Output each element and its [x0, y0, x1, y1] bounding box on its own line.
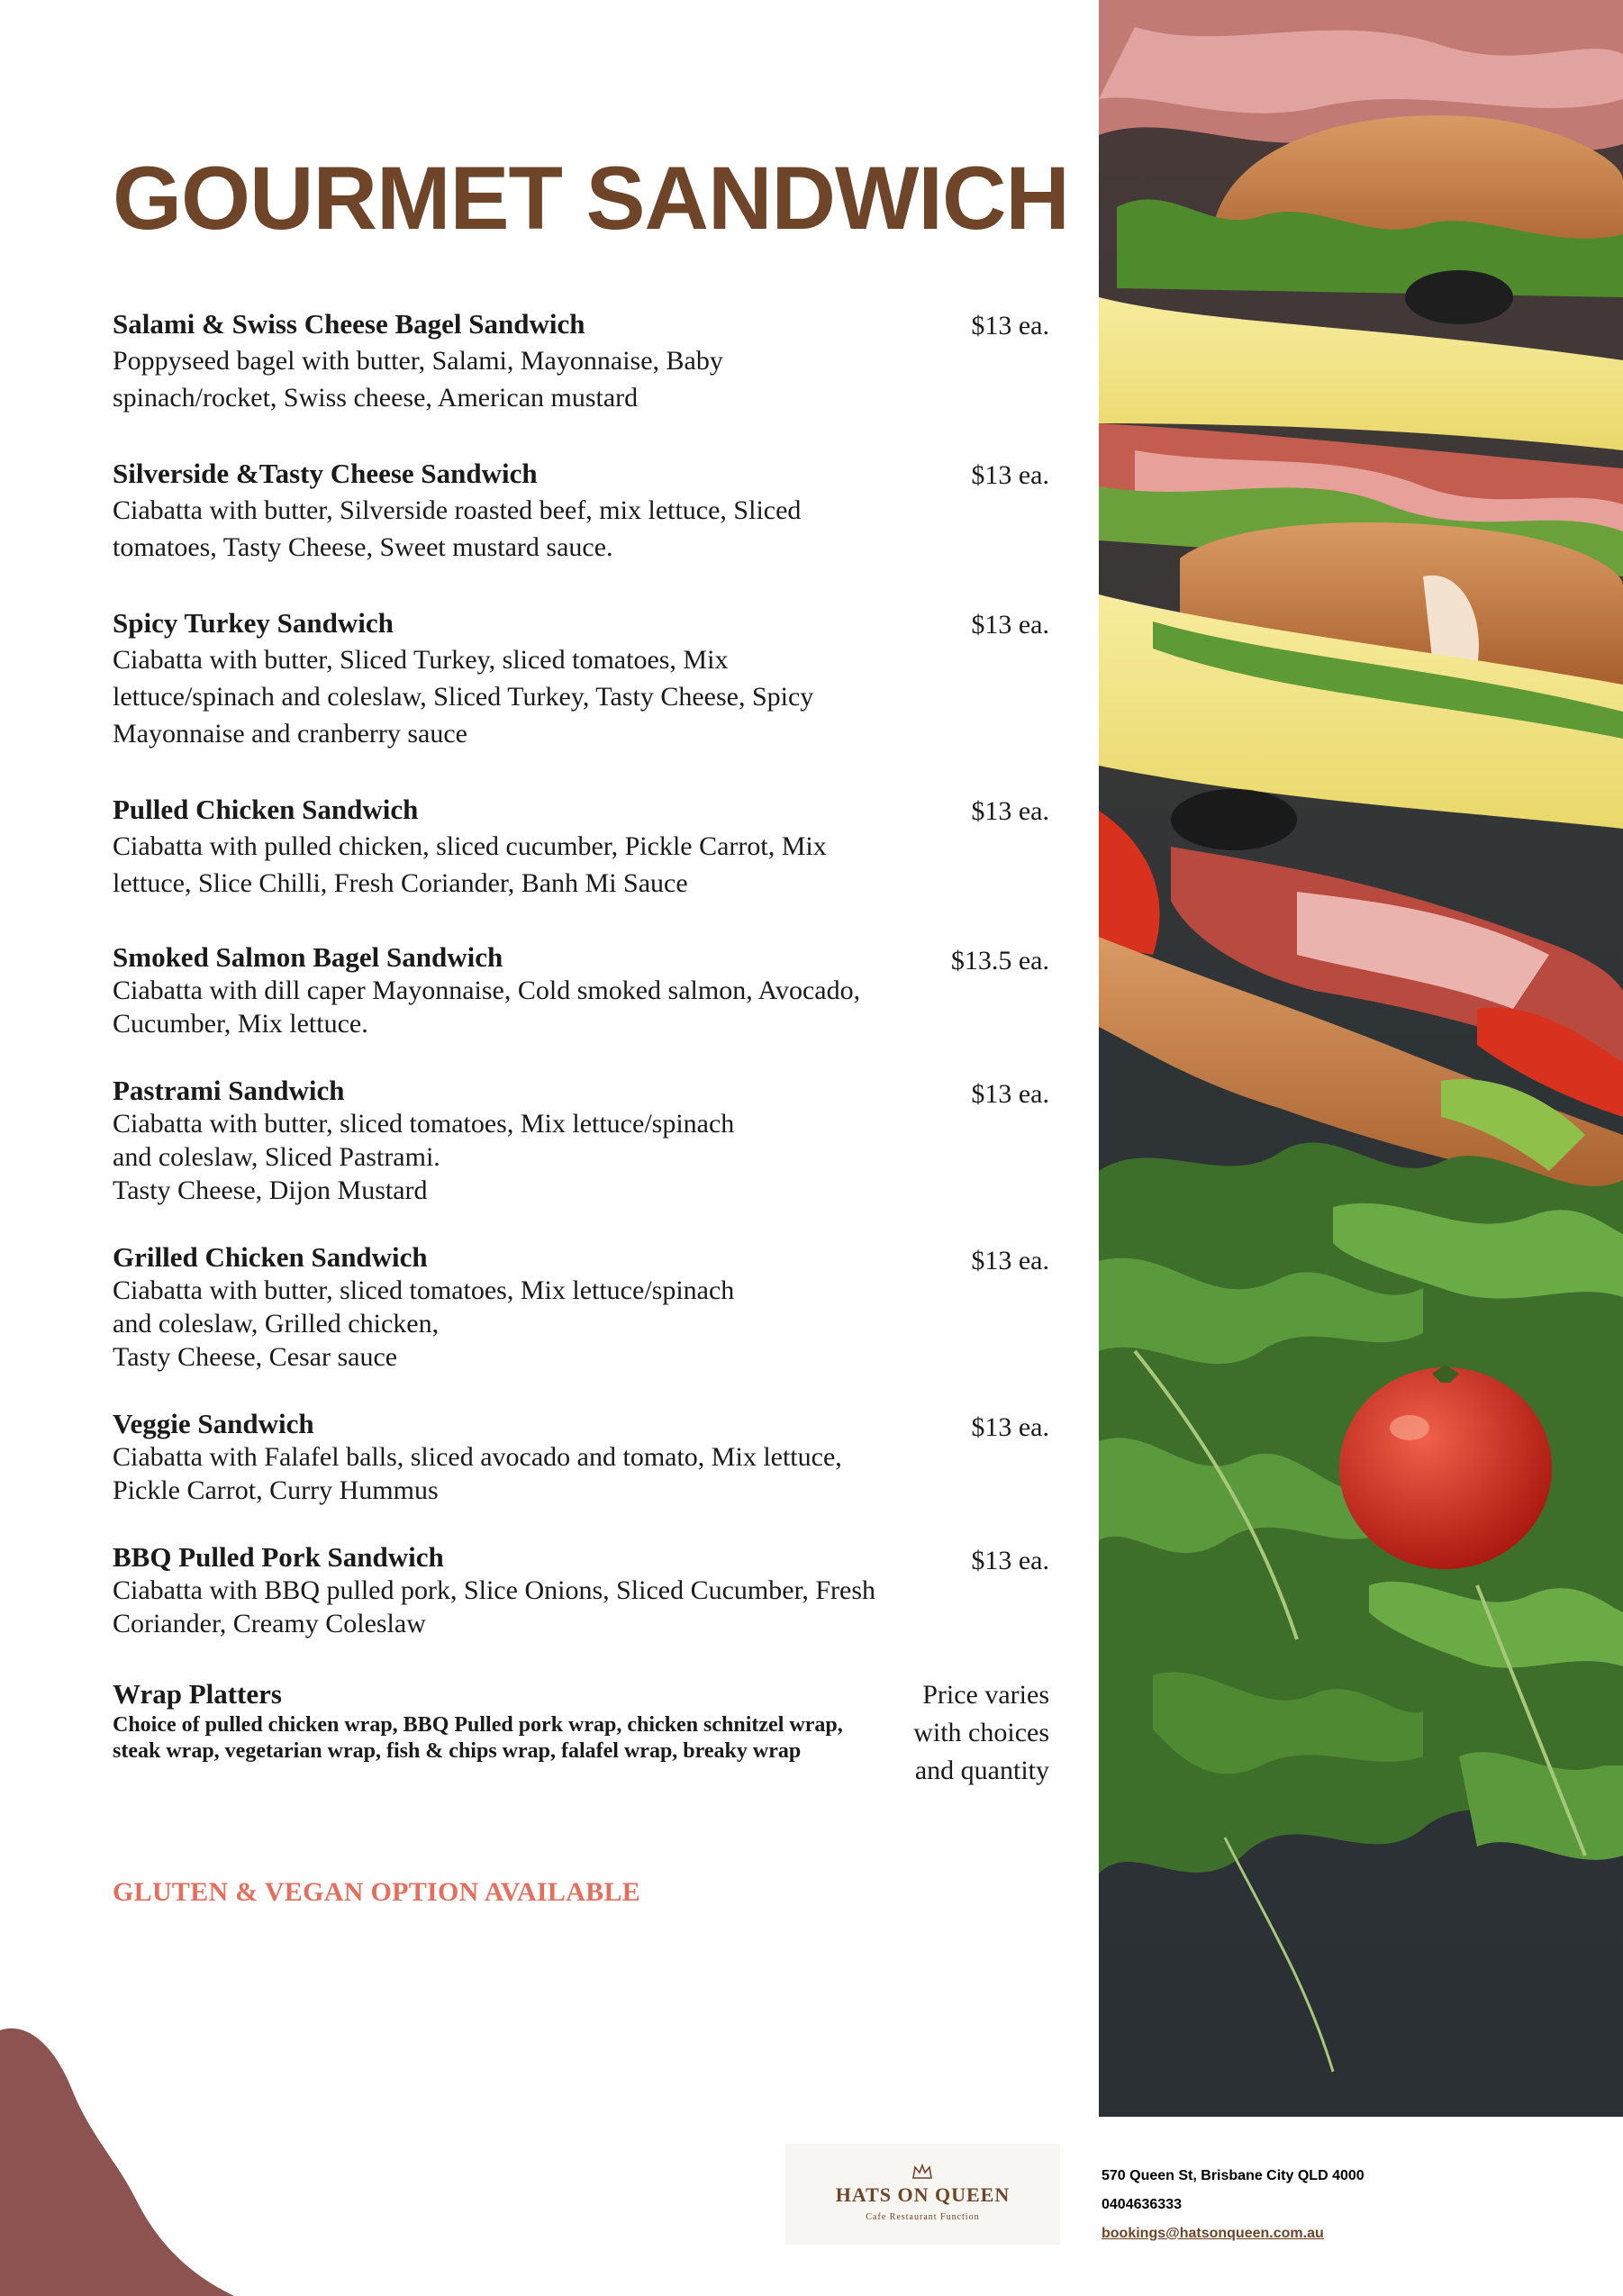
item-name: Pastrami Sandwich: [113, 1075, 345, 1106]
item-description: Poppyseed bagel with butter, Salami, Mayonnaise, Baby spinach/rocket, Swiss cheese, American mustard: [113, 346, 723, 413]
contact-info: [1102, 2167, 1365, 2254]
item-name: Smoked Salmon Bagel Sandwich: [113, 941, 503, 973]
menu-item-bbq-pulled-pork: [113, 1541, 1049, 1640]
item-price: $13 ea.: [971, 460, 1049, 490]
corner-blob-decoration: [0, 2018, 234, 2296]
sandwich-illustration: [1099, 0, 1623, 2117]
item-price: $13.5 ea.: [950, 946, 1049, 976]
item-price: $13 ea.: [971, 311, 1049, 340]
item-price: $13 ea.: [971, 796, 1049, 826]
menu-item-pulled-chicken: [113, 792, 1049, 902]
item-description: Choice of pulled chicken wrap, BBQ Pulled pork wrap, chicken schnitzel wrap, steak wrap, vegetarian wrap, fish & chips wrap, falafel wrap, breaky wrap: [113, 1713, 843, 1763]
menu-item-spicy-turkey: [113, 605, 1049, 752]
item-name: Wrap Platters: [113, 1678, 282, 1710]
item-name: Grilled Chicken Sandwich: [113, 1241, 428, 1273]
item-name: BBQ Pulled Pork Sandwich: [113, 1541, 444, 1573]
item-price: $13 ea.: [971, 1412, 1049, 1442]
item-price: $13 ea.: [971, 610, 1049, 640]
sandwich-photo: [1099, 0, 1623, 2117]
item-description: Ciabatta with pulled chicken, sliced cucumber, Pickle Carrot, Mix lettuce, Slice Chilli, Fresh Coriander, Banh Mi Sauce: [113, 831, 827, 898]
item-name: Salami & Swiss Cheese Bagel Sandwich: [113, 308, 585, 340]
item-price: $13 ea.: [971, 1246, 1049, 1275]
item-description: Ciabatta with dill caper Mayonnaise, Cold smoked salmon, Avocado, Cucumber, Mix lettuce.: [113, 976, 861, 1039]
item-name: Pulled Chicken Sandwich: [113, 794, 419, 825]
logo-tagline: Cafe Restaurant Function: [866, 2212, 980, 2222]
menu-item-pastrami: [113, 1075, 1049, 1207]
item-name: Spicy Turkey Sandwich: [113, 607, 394, 639]
item-name: Veggie Sandwich: [113, 1408, 314, 1439]
menu-list: [113, 306, 1049, 1785]
item-price: Price varies with choices and quantity: [913, 1680, 1049, 1785]
crown-icon: [912, 2164, 932, 2180]
hats-on-queen-logo: [785, 2144, 1060, 2245]
item-description: Ciabatta with butter, sliced tomatoes, Mix lettuce/spinach and coleslaw, Sliced Pastrami. Tasty Cheese, Dijon Mustard: [113, 1109, 735, 1205]
phone: 0404636333: [1102, 2197, 1182, 2212]
item-description: Ciabatta with Falafel balls, sliced avocado and tomato, Mix lettuce, Pickle Carrot, Curry Hummus: [113, 1442, 842, 1505]
item-description: Ciabatta with butter, Silverside roasted beef, mix lettuce, Sliced tomatoes, Tasty Cheese, Sweet mustard sauce.: [113, 495, 802, 562]
item-description: Ciabatta with BBQ pulled pork, Slice Onions, Sliced Cucumber, Fresh Coriander, Creamy Coleslaw: [113, 1575, 876, 1638]
menu-item-grilled-chicken: [113, 1241, 1049, 1374]
page-title: GOURMET SANDWICH: [113, 148, 1069, 248]
address: 570 Queen St, Brisbane City QLD 4000: [1102, 2168, 1365, 2183]
menu-item-veggie: [113, 1408, 1049, 1507]
item-description: Ciabatta with butter, Sliced Turkey, sliced tomatoes, Mix lettuce/spinach and coleslaw, Sliced Turkey, Tasty Cheese, Spicy Mayonnaise and cranberry sauce: [113, 645, 814, 749]
dietary-note: GLUTEN & VEGAN OPTION AVAILABLE: [113, 1877, 641, 1907]
item-name: Silverside &Tasty Cheese Sandwich: [113, 458, 538, 489]
email-link[interactable]: bookings@hatsonqueen.com.au: [1102, 2226, 1324, 2241]
logo-wordmark: HATS ON QUEEN: [835, 2183, 1011, 2206]
item-price: $13 ea.: [971, 1079, 1049, 1109]
menu-item-silverside: [113, 456, 1049, 566]
menu-item-smoked-salmon: [113, 941, 1049, 1040]
menu-item-salami-swiss: [113, 306, 1049, 416]
item-description: Ciabatta with butter, sliced tomatoes, Mix lettuce/spinach and coleslaw, Grilled chicken, Tasty Cheese, Cesar sauce: [113, 1275, 735, 1372]
item-price: $13 ea.: [971, 1546, 1049, 1575]
menu-item-wrap-platters: [113, 1676, 1049, 1785]
